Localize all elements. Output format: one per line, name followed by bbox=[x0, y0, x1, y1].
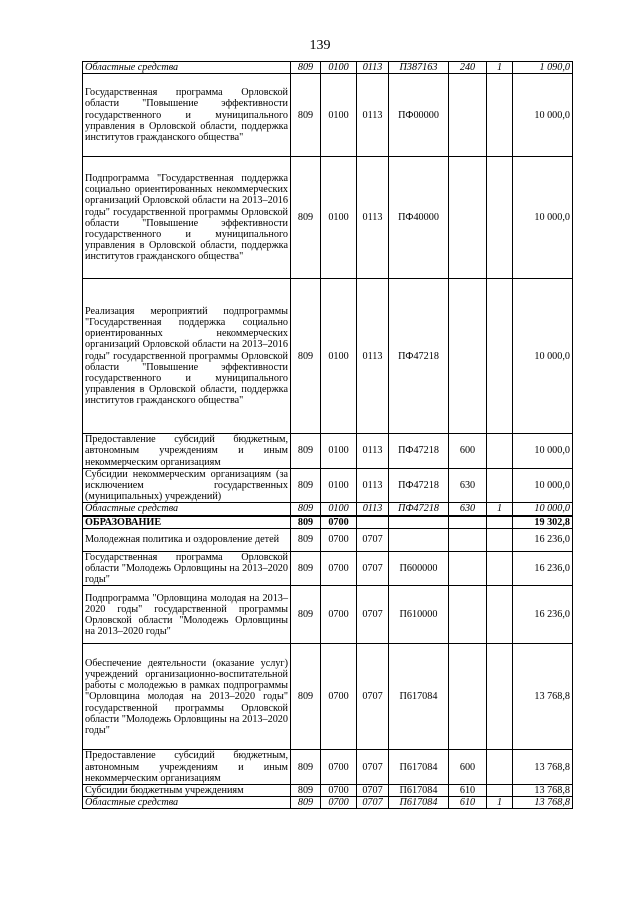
table-row bbox=[83, 157, 573, 279]
table-row bbox=[83, 279, 573, 434]
table-row bbox=[83, 551, 573, 586]
section-code: 0100 bbox=[321, 503, 357, 516]
table-row bbox=[83, 750, 573, 785]
expense-type-code: 600 bbox=[449, 750, 487, 785]
expense-type-code: 610 bbox=[449, 797, 487, 809]
funding-source-code bbox=[487, 785, 513, 797]
section-code: 0700 bbox=[321, 516, 357, 529]
subsection-code: 0113 bbox=[357, 468, 389, 503]
expense-type-code: 240 bbox=[449, 62, 487, 74]
subsection-code: 0113 bbox=[357, 62, 389, 74]
amount: 13 768,8 bbox=[513, 644, 573, 750]
row-name: Государственная программа Орловской области "Повышение эффективности государственного и муниципального управления в Орловской области, поддержка институтов гражданского общества" bbox=[83, 74, 291, 157]
amount: 13 768,8 bbox=[513, 785, 573, 797]
row-name: Областные средства bbox=[83, 797, 291, 809]
row-name: Субсидии некоммерческим организациям (за исключением государственных (муниципальных) учреждений) bbox=[83, 468, 291, 503]
table-body bbox=[83, 62, 573, 809]
ministry-code: 809 bbox=[291, 279, 321, 434]
expense-type-code bbox=[449, 157, 487, 279]
row-name: Подпрограмма "Орловщина молодая на 2013–2020 годы" государственной программы Орловской области "Молодежь Орловщины на 2013–2020 годы" bbox=[83, 586, 291, 644]
subsection-code: 0707 bbox=[357, 644, 389, 750]
ministry-code: 809 bbox=[291, 434, 321, 469]
funding-source-code bbox=[487, 551, 513, 586]
expense-type-code bbox=[449, 516, 487, 529]
ministry-code: 809 bbox=[291, 503, 321, 516]
target-article-code: П617084 bbox=[389, 797, 449, 809]
target-article-code: П387163 bbox=[389, 62, 449, 74]
target-article-code: ПФ47218 bbox=[389, 434, 449, 469]
table-row bbox=[83, 503, 573, 516]
amount: 10 000,0 bbox=[513, 279, 573, 434]
target-article-code: ПФ40000 bbox=[389, 157, 449, 279]
table-row bbox=[83, 434, 573, 469]
funding-source-code bbox=[487, 434, 513, 469]
ministry-code: 809 bbox=[291, 551, 321, 586]
target-article-code: ПФ47218 bbox=[389, 279, 449, 434]
amount: 10 000,0 bbox=[513, 157, 573, 279]
section-code: 0100 bbox=[321, 157, 357, 279]
subsection-code: 0113 bbox=[357, 157, 389, 279]
expense-type-code: 600 bbox=[449, 434, 487, 469]
section-code: 0700 bbox=[321, 586, 357, 644]
row-name: Предоставление субсидий бюджетным, автономным учреждениям и иным некоммерческим организациям bbox=[83, 750, 291, 785]
target-article-code: П600000 bbox=[389, 551, 449, 586]
funding-source-code bbox=[487, 644, 513, 750]
subsection-code: 0707 bbox=[357, 528, 389, 551]
section-code: 0700 bbox=[321, 528, 357, 551]
subsection-code bbox=[357, 516, 389, 529]
amount: 13 768,8 bbox=[513, 797, 573, 809]
target-article-code: П617084 bbox=[389, 750, 449, 785]
table-row bbox=[83, 797, 573, 809]
table-row bbox=[83, 586, 573, 644]
amount: 16 236,0 bbox=[513, 528, 573, 551]
expense-type-code bbox=[449, 528, 487, 551]
amount: 10 000,0 bbox=[513, 468, 573, 503]
target-article-code: П610000 bbox=[389, 586, 449, 644]
expense-type-code: 630 bbox=[449, 468, 487, 503]
amount: 16 236,0 bbox=[513, 586, 573, 644]
table-row bbox=[83, 74, 573, 157]
funding-source-code: 1 bbox=[487, 503, 513, 516]
funding-source-code bbox=[487, 528, 513, 551]
expense-type-code bbox=[449, 279, 487, 434]
amount: 10 000,0 bbox=[513, 503, 573, 516]
amount: 10 000,0 bbox=[513, 74, 573, 157]
row-name: Областные средства bbox=[83, 503, 291, 516]
expense-type-code bbox=[449, 74, 487, 157]
funding-source-code bbox=[487, 468, 513, 503]
target-article-code: П617084 bbox=[389, 644, 449, 750]
row-name: Областные средства bbox=[83, 62, 291, 74]
funding-source-code: 1 bbox=[487, 62, 513, 74]
expense-type-code bbox=[449, 586, 487, 644]
row-name: Подпрограмма "Государственная поддержка социально ориентированных некоммерческих организаций Орловской области на 2013–2016 годы" государственной программы Орловской области "Повышение эффективности государственного и муниципального управления в Орловской области, поддержка институтов гражданского общества" bbox=[83, 157, 291, 279]
section-code: 0100 bbox=[321, 74, 357, 157]
ministry-code: 809 bbox=[291, 586, 321, 644]
funding-source-code bbox=[487, 279, 513, 434]
ministry-code: 809 bbox=[291, 516, 321, 529]
ministry-code: 809 bbox=[291, 62, 321, 74]
ministry-code: 809 bbox=[291, 528, 321, 551]
subsection-code: 0113 bbox=[357, 434, 389, 469]
row-name: Реализация мероприятий подпрограммы "Государственная поддержка социально ориентированных некоммерческих организаций Орловской области на 2013–2016 годы" государственной программы Орловской области "Повышение эффективности государственного и муниципального управления в Орловской области, поддержка институтов гражданского общества" bbox=[83, 279, 291, 434]
funding-source-code bbox=[487, 750, 513, 785]
table-row bbox=[83, 644, 573, 750]
ministry-code: 809 bbox=[291, 157, 321, 279]
section-code: 0700 bbox=[321, 551, 357, 586]
subsection-code: 0707 bbox=[357, 586, 389, 644]
section-code: 0700 bbox=[321, 644, 357, 750]
target-article-code bbox=[389, 516, 449, 529]
page-number: 139 bbox=[309, 38, 331, 53]
subsection-code: 0707 bbox=[357, 785, 389, 797]
subsection-code: 0113 bbox=[357, 74, 389, 157]
ministry-code: 809 bbox=[291, 785, 321, 797]
ministry-code: 809 bbox=[291, 797, 321, 809]
row-name: Молодежная политика и оздоровление детей bbox=[83, 528, 291, 551]
row-name: Предоставление субсидий бюджетным, автономным учреждениям и иным некоммерческим организациям bbox=[83, 434, 291, 469]
amount: 16 236,0 bbox=[513, 551, 573, 586]
amount: 13 768,8 bbox=[513, 750, 573, 785]
expense-type-code bbox=[449, 644, 487, 750]
table-row bbox=[83, 468, 573, 503]
ministry-code: 809 bbox=[291, 644, 321, 750]
row-name: Государственная программа Орловской области "Молодежь Орловщины на 2013–2020 годы" bbox=[83, 551, 291, 586]
target-article-code: ПФ47218 bbox=[389, 468, 449, 503]
funding-source-code bbox=[487, 74, 513, 157]
row-name: ОБРАЗОВАНИЕ bbox=[83, 516, 291, 529]
subsection-code: 0113 bbox=[357, 279, 389, 434]
target-article-code: ПФ00000 bbox=[389, 74, 449, 157]
row-name: Обеспечение деятельности (оказание услуг) учреждений организационно-воспитательной работы с молодежью в рамках подпрограммы "Орловщина молодая на 2013–2020 годы" государственной программы Орловской области "Молодежь Орловщины на 2013–2020 годы" bbox=[83, 644, 291, 750]
subsection-code: 0707 bbox=[357, 797, 389, 809]
table-row bbox=[83, 785, 573, 797]
amount: 19 302,8 bbox=[513, 516, 573, 529]
table-row bbox=[83, 516, 573, 529]
ministry-code: 809 bbox=[291, 468, 321, 503]
funding-source-code bbox=[487, 516, 513, 529]
ministry-code: 809 bbox=[291, 74, 321, 157]
section-code: 0700 bbox=[321, 750, 357, 785]
target-article-code: ПФ47218 bbox=[389, 503, 449, 516]
section-code: 0100 bbox=[321, 279, 357, 434]
section-code: 0700 bbox=[321, 797, 357, 809]
row-name: Субсидии бюджетным учреждениям bbox=[83, 785, 291, 797]
amount: 1 090,0 bbox=[513, 62, 573, 74]
expense-type-code: 630 bbox=[449, 503, 487, 516]
table-row bbox=[83, 62, 573, 74]
section-code: 0100 bbox=[321, 434, 357, 469]
section-code: 0700 bbox=[321, 785, 357, 797]
table-row bbox=[83, 528, 573, 551]
expense-type-code: 610 bbox=[449, 785, 487, 797]
section-code: 0100 bbox=[321, 468, 357, 503]
funding-source-code bbox=[487, 586, 513, 644]
budget-table bbox=[82, 61, 573, 809]
target-article-code bbox=[389, 528, 449, 551]
subsection-code: 0707 bbox=[357, 750, 389, 785]
target-article-code: П617084 bbox=[389, 785, 449, 797]
amount: 10 000,0 bbox=[513, 434, 573, 469]
subsection-code: 0113 bbox=[357, 503, 389, 516]
ministry-code: 809 bbox=[291, 750, 321, 785]
funding-source-code: 1 bbox=[487, 797, 513, 809]
expense-type-code bbox=[449, 551, 487, 586]
section-code: 0100 bbox=[321, 62, 357, 74]
funding-source-code bbox=[487, 157, 513, 279]
subsection-code: 0707 bbox=[357, 551, 389, 586]
